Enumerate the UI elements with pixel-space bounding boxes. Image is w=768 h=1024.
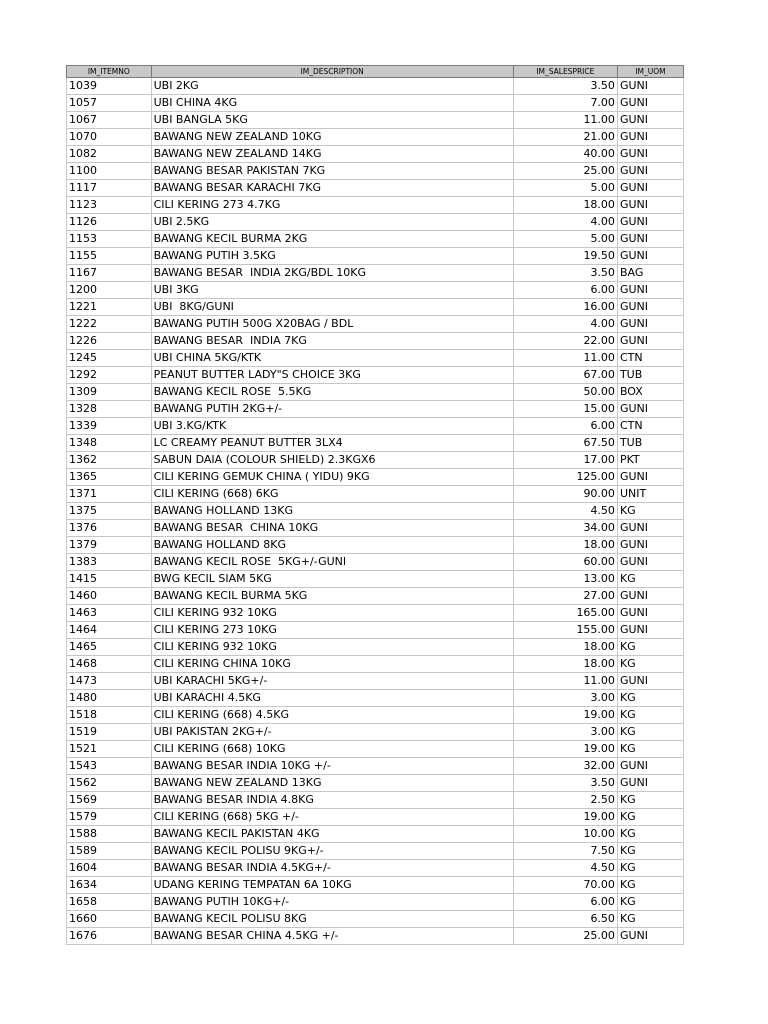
description-cell: BAWANG NEW ZEALAND 14KG	[151, 146, 513, 163]
item-no-cell: 1543	[67, 758, 152, 775]
sales-price-cell: 11.00	[513, 112, 617, 129]
item-no-cell: 1117	[67, 180, 152, 197]
description-cell: PEANUT BUTTER LADY"S CHOICE 3KG	[151, 367, 513, 384]
sales-price-cell: 6.50	[513, 911, 617, 928]
sales-price-cell: 21.00	[513, 129, 617, 146]
item-no-cell: 1365	[67, 469, 152, 486]
item-no-cell: 1383	[67, 554, 152, 571]
table-row	[67, 78, 684, 95]
sales-price-cell: 18.00	[513, 197, 617, 214]
description-cell: CILI KERING (668) 6KG	[151, 486, 513, 503]
uom-cell: GUNI	[617, 299, 683, 316]
description-cell: CILI KERING 273 4.7KG	[151, 197, 513, 214]
uom-cell: KG	[617, 724, 683, 741]
description-cell: BAWANG KECIL ROSE 5.5KG	[151, 384, 513, 401]
sales-price-cell: 3.50	[513, 78, 617, 95]
uom-cell: GUNI	[617, 180, 683, 197]
sales-price-cell: 19.00	[513, 741, 617, 758]
uom-cell: GUNI	[617, 146, 683, 163]
sales-price-cell: 90.00	[513, 486, 617, 503]
item-no-cell: 1579	[67, 809, 152, 826]
item-no-cell: 1465	[67, 639, 152, 656]
description-cell: BAWANG KECIL POLISU 8KG	[151, 911, 513, 928]
table-row	[67, 214, 684, 231]
sales-price-cell: 7.00	[513, 95, 617, 112]
description-cell: BAWANG BESAR PAKISTAN 7KG	[151, 163, 513, 180]
table-row	[67, 282, 684, 299]
uom-cell: GUNI	[617, 758, 683, 775]
uom-cell: GUNI	[617, 469, 683, 486]
item-no-cell: 1222	[67, 316, 152, 333]
description-cell: UBI CHINA 4KG	[151, 95, 513, 112]
uom-cell: GUNI	[617, 163, 683, 180]
sales-price-cell: 6.00	[513, 894, 617, 911]
description-cell: BAWANG NEW ZEALAND 13KG	[151, 775, 513, 792]
description-cell: BAWANG BESAR INDIA 4.5KG+/-	[151, 860, 513, 877]
description-cell: BAWANG PUTIH 10KG+/-	[151, 894, 513, 911]
uom-cell: KG	[617, 843, 683, 860]
description-cell: BAWANG BESAR CHINA 10KG	[151, 520, 513, 537]
uom-cell: CTN	[617, 418, 683, 435]
table-row	[67, 231, 684, 248]
sales-price-cell: 4.50	[513, 503, 617, 520]
item-no-cell: 1464	[67, 622, 152, 639]
description-cell: BAWANG PUTIH 2KG+/-	[151, 401, 513, 418]
description-cell: CILI KERING CHINA 10KG	[151, 656, 513, 673]
sales-price-cell: 17.00	[513, 452, 617, 469]
description-cell: UBI 3KG	[151, 282, 513, 299]
sales-price-cell: 18.00	[513, 537, 617, 554]
item-no-cell: 1039	[67, 78, 152, 95]
description-cell: BAWANG KECIL POLISU 9KG+/-	[151, 843, 513, 860]
sales-price-cell: 60.00	[513, 554, 617, 571]
sales-price-cell: 3.50	[513, 775, 617, 792]
description-cell: CILI KERING 932 10KG	[151, 639, 513, 656]
table-row	[67, 741, 684, 758]
table-row	[67, 486, 684, 503]
sales-price-cell: 19.00	[513, 707, 617, 724]
table-row	[67, 554, 684, 571]
sales-price-cell: 4.00	[513, 316, 617, 333]
description-cell: BAWANG KECIL BURMA 5KG	[151, 588, 513, 605]
description-cell: BAWANG HOLLAND 13KG	[151, 503, 513, 520]
table-row	[67, 911, 684, 928]
item-no-cell: 1309	[67, 384, 152, 401]
header-sales-price: IM_SALESPRICE	[513, 66, 617, 78]
uom-cell: GUNI	[617, 197, 683, 214]
table-row	[67, 265, 684, 282]
description-cell: CILI KERING GEMUK CHINA ( YIDU) 9KG	[151, 469, 513, 486]
item-no-cell: 1167	[67, 265, 152, 282]
sales-price-cell: 22.00	[513, 333, 617, 350]
item-no-cell: 1518	[67, 707, 152, 724]
description-cell: SABUN DAIA (COLOUR SHIELD) 2.3KGX6	[151, 452, 513, 469]
description-cell: BAWANG HOLLAND 8KG	[151, 537, 513, 554]
description-cell: CILI KERING 273 10KG	[151, 622, 513, 639]
item-no-cell: 1521	[67, 741, 152, 758]
item-price-table	[66, 65, 684, 945]
item-no-cell: 1473	[67, 673, 152, 690]
uom-cell: GUNI	[617, 112, 683, 129]
item-no-cell: 1200	[67, 282, 152, 299]
description-cell: CILI KERING (668) 5KG +/-	[151, 809, 513, 826]
description-cell: BAWANG BESAR INDIA 7KG	[151, 333, 513, 350]
table-row	[67, 758, 684, 775]
item-no-cell: 1126	[67, 214, 152, 231]
sales-price-cell: 40.00	[513, 146, 617, 163]
description-cell: UBI 8KG/GUNI	[151, 299, 513, 316]
uom-cell: GUNI	[617, 231, 683, 248]
table-row	[67, 639, 684, 656]
sales-price-cell: 4.50	[513, 860, 617, 877]
uom-cell: KG	[617, 690, 683, 707]
item-no-cell: 1348	[67, 435, 152, 452]
uom-cell: KG	[617, 877, 683, 894]
description-cell: BAWANG BESAR INDIA 4.8KG	[151, 792, 513, 809]
table-row	[67, 350, 684, 367]
uom-cell: KG	[617, 894, 683, 911]
uom-cell: GUNI	[617, 316, 683, 333]
table-row	[67, 724, 684, 741]
uom-cell: GUNI	[617, 537, 683, 554]
item-no-cell: 1460	[67, 588, 152, 605]
sales-price-cell: 10.00	[513, 826, 617, 843]
description-cell: CILI KERING (668) 10KG	[151, 741, 513, 758]
item-no-cell: 1362	[67, 452, 152, 469]
uom-cell: KG	[617, 707, 683, 724]
table-row	[67, 367, 684, 384]
header-row	[67, 66, 684, 78]
description-cell: BAWANG BESAR KARACHI 7KG	[151, 180, 513, 197]
item-no-cell: 1676	[67, 928, 152, 945]
uom-cell: GUNI	[617, 605, 683, 622]
item-no-cell: 1519	[67, 724, 152, 741]
uom-cell: GUNI	[617, 622, 683, 639]
uom-cell: KG	[617, 741, 683, 758]
table-row	[67, 520, 684, 537]
table-row	[67, 826, 684, 843]
table-row	[67, 384, 684, 401]
table-row	[67, 707, 684, 724]
sales-price-cell: 11.00	[513, 673, 617, 690]
uom-cell: KG	[617, 792, 683, 809]
uom-cell: KG	[617, 503, 683, 520]
sales-price-cell: 165.00	[513, 605, 617, 622]
sales-price-cell: 18.00	[513, 639, 617, 656]
description-cell: BAWANG KECIL PAKISTAN 4KG	[151, 826, 513, 843]
description-cell: UDANG KERING TEMPATAN 6A 10KG	[151, 877, 513, 894]
uom-cell: GUNI	[617, 129, 683, 146]
uom-cell: GUNI	[617, 928, 683, 945]
description-cell: BAWANG BESAR CHINA 4.5KG +/-	[151, 928, 513, 945]
uom-cell: TUB	[617, 435, 683, 452]
sales-price-cell: 155.00	[513, 622, 617, 639]
uom-cell: GUNI	[617, 673, 683, 690]
uom-cell: CTN	[617, 350, 683, 367]
table-row	[67, 197, 684, 214]
sales-price-cell: 25.00	[513, 163, 617, 180]
item-no-cell: 1371	[67, 486, 152, 503]
sales-price-cell: 2.50	[513, 792, 617, 809]
description-cell: BAWANG PUTIH 3.5KG	[151, 248, 513, 265]
table-row	[67, 163, 684, 180]
uom-cell: TUB	[617, 367, 683, 384]
table-row	[67, 877, 684, 894]
sales-price-cell: 125.00	[513, 469, 617, 486]
item-no-cell: 1123	[67, 197, 152, 214]
sales-price-cell: 19.50	[513, 248, 617, 265]
description-cell: UBI BANGLA 5KG	[151, 112, 513, 129]
table-row	[67, 792, 684, 809]
uom-cell: KG	[617, 571, 683, 588]
sales-price-cell: 50.00	[513, 384, 617, 401]
table-row	[67, 316, 684, 333]
table-row	[67, 129, 684, 146]
uom-cell: GUNI	[617, 95, 683, 112]
uom-cell: KG	[617, 639, 683, 656]
sales-price-cell: 11.00	[513, 350, 617, 367]
table-row	[67, 809, 684, 826]
description-cell: UBI PAKISTAN 2KG+/-	[151, 724, 513, 741]
item-no-cell: 1082	[67, 146, 152, 163]
item-no-cell: 1221	[67, 299, 152, 316]
uom-cell: GUNI	[617, 401, 683, 418]
sales-price-cell: 3.00	[513, 690, 617, 707]
table-row	[67, 452, 684, 469]
uom-cell: KG	[617, 911, 683, 928]
item-no-cell: 1379	[67, 537, 152, 554]
header-description: IM_DESCRIPTION	[151, 66, 513, 78]
table-row	[67, 333, 684, 350]
uom-cell: GUNI	[617, 775, 683, 792]
item-no-cell: 1100	[67, 163, 152, 180]
uom-cell: BAG	[617, 265, 683, 282]
item-no-cell: 1376	[67, 520, 152, 537]
sales-price-cell: 13.00	[513, 571, 617, 588]
item-no-cell: 1153	[67, 231, 152, 248]
sales-price-cell: 67.00	[513, 367, 617, 384]
table-row	[67, 571, 684, 588]
table-row	[67, 503, 684, 520]
table-row	[67, 180, 684, 197]
description-cell: UBI KARACHI 5KG+/-	[151, 673, 513, 690]
item-no-cell: 1634	[67, 877, 152, 894]
table-row	[67, 95, 684, 112]
sales-price-cell: 6.00	[513, 418, 617, 435]
table-row	[67, 690, 684, 707]
sales-price-cell: 25.00	[513, 928, 617, 945]
description-cell: UBI CHINA 5KG/KTK	[151, 350, 513, 367]
table-row	[67, 469, 684, 486]
table-row	[67, 894, 684, 911]
item-no-cell: 1588	[67, 826, 152, 843]
header-item-no: IM_ITEMNO	[67, 66, 152, 78]
table-row	[67, 843, 684, 860]
uom-cell: KG	[617, 809, 683, 826]
uom-cell: GUNI	[617, 554, 683, 571]
table-body	[67, 78, 684, 945]
item-no-cell: 1070	[67, 129, 152, 146]
table-row	[67, 775, 684, 792]
sales-price-cell: 3.50	[513, 265, 617, 282]
uom-cell: BOX	[617, 384, 683, 401]
item-no-cell: 1415	[67, 571, 152, 588]
item-no-cell: 1226	[67, 333, 152, 350]
table-row	[67, 299, 684, 316]
sales-price-cell: 5.00	[513, 180, 617, 197]
item-no-cell: 1375	[67, 503, 152, 520]
table-row	[67, 112, 684, 129]
item-no-cell: 1245	[67, 350, 152, 367]
sales-price-cell: 16.00	[513, 299, 617, 316]
item-no-cell: 1604	[67, 860, 152, 877]
description-cell: UBI 2KG	[151, 78, 513, 95]
description-cell: BWG KECIL SIAM 5KG	[151, 571, 513, 588]
table-row	[67, 622, 684, 639]
description-cell: UBI 3.KG/KTK	[151, 418, 513, 435]
table-row	[67, 860, 684, 877]
description-cell: CILI KERING (668) 4.5KG	[151, 707, 513, 724]
sales-price-cell: 3.00	[513, 724, 617, 741]
item-no-cell: 1480	[67, 690, 152, 707]
description-cell: LC CREAMY PEANUT BUTTER 3LX4	[151, 435, 513, 452]
sales-price-cell: 67.50	[513, 435, 617, 452]
sales-price-cell: 15.00	[513, 401, 617, 418]
description-cell: BAWANG BESAR INDIA 2KG/BDL 10KG	[151, 265, 513, 282]
item-no-cell: 1067	[67, 112, 152, 129]
sales-price-cell: 32.00	[513, 758, 617, 775]
item-no-cell: 1660	[67, 911, 152, 928]
uom-cell: GUNI	[617, 333, 683, 350]
uom-cell: KG	[617, 656, 683, 673]
item-no-cell: 1468	[67, 656, 152, 673]
uom-cell: KG	[617, 826, 683, 843]
item-no-cell: 1339	[67, 418, 152, 435]
sales-price-cell: 18.00	[513, 656, 617, 673]
table-row	[67, 928, 684, 945]
description-cell: BAWANG KECIL ROSE 5KG+/-GUNI	[151, 554, 513, 571]
item-no-cell: 1057	[67, 95, 152, 112]
table-row	[67, 605, 684, 622]
description-cell: UBI 2.5KG	[151, 214, 513, 231]
uom-cell: UNIT	[617, 486, 683, 503]
table-row	[67, 588, 684, 605]
uom-cell: GUNI	[617, 248, 683, 265]
uom-cell: GUNI	[617, 78, 683, 95]
description-cell: BAWANG BESAR INDIA 10KG +/-	[151, 758, 513, 775]
sales-price-cell: 19.00	[513, 809, 617, 826]
sales-price-cell: 27.00	[513, 588, 617, 605]
sales-price-cell: 7.50	[513, 843, 617, 860]
table-row	[67, 435, 684, 452]
item-no-cell: 1589	[67, 843, 152, 860]
table-row	[67, 537, 684, 554]
sales-price-cell: 4.00	[513, 214, 617, 231]
description-cell: BAWANG PUTIH 500G X20BAG / BDL	[151, 316, 513, 333]
table-row	[67, 401, 684, 418]
uom-cell: GUNI	[617, 588, 683, 605]
table-row	[67, 146, 684, 163]
uom-cell: GUNI	[617, 282, 683, 299]
uom-cell: GUNI	[617, 520, 683, 537]
item-no-cell: 1658	[67, 894, 152, 911]
table-row	[67, 418, 684, 435]
table-row	[67, 656, 684, 673]
description-cell: CILI KERING 932 10KG	[151, 605, 513, 622]
description-cell: BAWANG NEW ZEALAND 10KG	[151, 129, 513, 146]
item-no-cell: 1328	[67, 401, 152, 418]
sales-price-cell: 70.00	[513, 877, 617, 894]
description-cell: UBI KARACHI 4.5KG	[151, 690, 513, 707]
item-no-cell: 1292	[67, 367, 152, 384]
uom-cell: GUNI	[617, 214, 683, 231]
item-no-cell: 1463	[67, 605, 152, 622]
uom-cell: PKT	[617, 452, 683, 469]
sales-price-cell: 6.00	[513, 282, 617, 299]
description-cell: BAWANG KECIL BURMA 2KG	[151, 231, 513, 248]
item-no-cell: 1562	[67, 775, 152, 792]
sales-price-cell: 5.00	[513, 231, 617, 248]
table-row	[67, 248, 684, 265]
item-no-cell: 1569	[67, 792, 152, 809]
table-row	[67, 673, 684, 690]
header-uom: IM_UOM	[617, 66, 683, 78]
uom-cell: KG	[617, 860, 683, 877]
sales-price-cell: 34.00	[513, 520, 617, 537]
item-no-cell: 1155	[67, 248, 152, 265]
